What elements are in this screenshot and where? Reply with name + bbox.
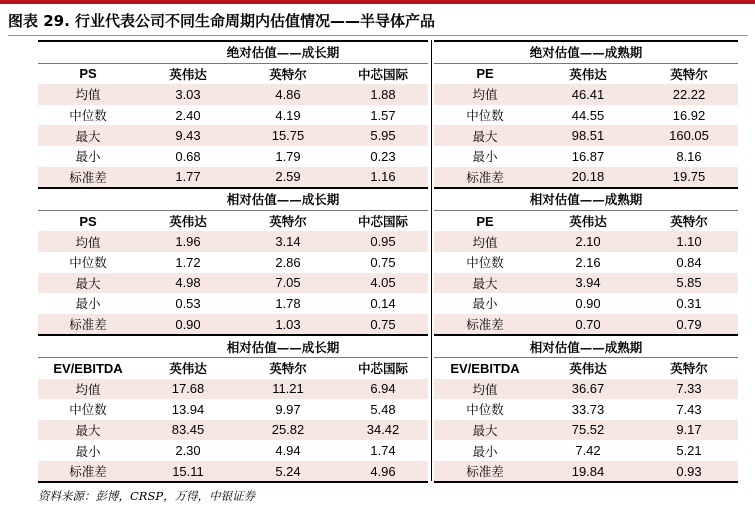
table-row [434, 125, 738, 146]
metric-label: EV/EBITDA [450, 360, 520, 376]
stat-label: 标准差 [38, 461, 138, 483]
company-header: 英特尔 [670, 66, 708, 82]
company-header: 英伟达 [569, 361, 607, 377]
stat-value: 1.57 [370, 107, 396, 123]
company-header: 英伟达 [169, 214, 207, 230]
company-header: 中芯国际 [358, 361, 409, 377]
stat-value: 15.75 [238, 125, 338, 146]
stat-label: 最小 [75, 149, 101, 165]
section-header-row [434, 41, 738, 63]
stat-value: 5.24 [238, 461, 338, 483]
stat-value: 7.42 [575, 443, 601, 459]
stat-value: 5.95 [338, 125, 428, 146]
table-row [434, 105, 738, 126]
table-row [38, 84, 428, 105]
column-header-row [38, 63, 428, 84]
table-row [434, 273, 738, 294]
column-header-row [434, 210, 738, 231]
stat-value: 1.77 [138, 167, 238, 189]
table-row [434, 252, 738, 273]
stat-value: 0.90 [138, 314, 238, 336]
table-row [38, 105, 428, 126]
company-header: 英特尔 [269, 66, 307, 82]
stat-value: 19.75 [640, 167, 738, 189]
section-spacer [38, 41, 138, 63]
stat-value: 1.16 [338, 167, 428, 189]
stat-value: 4.86 [238, 84, 338, 105]
stat-value: 7.05 [238, 273, 338, 294]
stat-label: 最小 [75, 443, 101, 459]
title-divider [8, 35, 748, 36]
stat-value: 160.05 [640, 125, 738, 146]
table-row [38, 125, 428, 146]
stat-value: 2.10 [536, 231, 640, 252]
mature-stage-table [434, 40, 738, 483]
stat-label: 最大 [38, 125, 138, 146]
section-spacer [38, 335, 138, 357]
section-title: 绝对估值——成熟期 [434, 41, 738, 63]
stat-value: 36.67 [536, 379, 640, 400]
column-divider [431, 40, 432, 481]
stat-value: 2.40 [175, 107, 201, 123]
stat-label: 中位数 [466, 402, 504, 418]
company-header: 英伟达 [569, 214, 607, 230]
section-header-row [38, 41, 428, 63]
stat-value: 16.87 [571, 148, 605, 164]
stat-value: 46.41 [536, 84, 640, 105]
stat-value: 0.68 [175, 148, 201, 164]
metric-label: PE [476, 213, 494, 229]
company-header: 英特尔 [670, 361, 708, 377]
column-header-row [434, 357, 738, 378]
stat-value: 1.88 [338, 84, 428, 105]
stat-value: 44.55 [571, 107, 605, 123]
stat-value: 9.17 [640, 420, 738, 441]
stat-value: 0.14 [370, 295, 396, 311]
figure-title: 图表 29. 行业代表公司不同生命周期内估值情况——半导体产品 [8, 12, 436, 30]
stat-value: 9.43 [138, 125, 238, 146]
stat-value: 1.10 [640, 231, 738, 252]
table-row [434, 314, 738, 336]
section-header-row [434, 188, 738, 210]
stat-label: 最大 [38, 273, 138, 294]
stat-value: 3.94 [536, 273, 640, 294]
stat-value: 7.43 [676, 401, 702, 417]
stat-value: 25.82 [238, 420, 338, 441]
section-title: 相对估值——成熟期 [434, 335, 738, 357]
stat-value: 4.05 [338, 273, 428, 294]
stat-value: 4.94 [275, 443, 301, 459]
stat-label: 均值 [38, 84, 138, 105]
section-title: 相对估值——成长期 [138, 188, 428, 210]
section-header-row [434, 335, 738, 357]
company-header: 英特尔 [269, 214, 307, 230]
company-header: 英伟达 [169, 361, 207, 377]
table-row [38, 252, 428, 273]
stat-value: 1.79 [275, 148, 301, 164]
table-row [38, 314, 428, 336]
stat-label: 最小 [472, 443, 498, 459]
stat-label: 标准差 [434, 314, 536, 336]
stat-label: 中位数 [466, 108, 504, 124]
stat-value: 33.73 [571, 401, 605, 417]
table-row [434, 167, 738, 189]
stat-value: 0.53 [175, 295, 201, 311]
stat-value: 0.75 [338, 314, 428, 336]
stat-label: 最大 [434, 420, 536, 441]
table-row [434, 84, 738, 105]
metric-label: EV/EBITDA [53, 360, 123, 376]
stat-value: 0.90 [575, 295, 601, 311]
stat-label: 均值 [38, 231, 138, 252]
section-title: 相对估值——成熟期 [434, 188, 738, 210]
table-row [38, 420, 428, 441]
stat-label: 标准差 [38, 167, 138, 189]
stat-label: 最大 [38, 420, 138, 441]
stat-value: 98.51 [536, 125, 640, 146]
stat-label: 均值 [434, 379, 536, 400]
company-header: 英伟达 [569, 66, 607, 82]
company-header: 中芯国际 [358, 66, 409, 82]
top-accent-bar [0, 0, 755, 4]
stat-value: 1.78 [275, 295, 301, 311]
stat-value: 2.59 [238, 167, 338, 189]
stat-value: 0.75 [370, 254, 396, 270]
stat-value: 4.19 [275, 107, 301, 123]
stat-label: 均值 [434, 231, 536, 252]
stat-value: 15.11 [138, 461, 238, 483]
table-row [434, 399, 738, 420]
stat-value: 2.16 [575, 254, 601, 270]
stat-value: 16.92 [672, 107, 706, 123]
stat-value: 0.31 [676, 295, 702, 311]
company-header: 中芯国际 [358, 214, 409, 230]
table-row [38, 167, 428, 189]
stat-value: 17.68 [138, 379, 238, 400]
section-header-row [38, 188, 428, 210]
table-row [434, 440, 738, 461]
stat-value: 0.84 [676, 254, 702, 270]
stat-value: 3.03 [138, 84, 238, 105]
column-header-row [38, 210, 428, 231]
stat-value: 1.03 [238, 314, 338, 336]
stat-value: 11.21 [238, 379, 338, 400]
table-row [38, 146, 428, 167]
stat-value: 2.86 [275, 254, 301, 270]
table-row [38, 273, 428, 294]
table-row [434, 146, 738, 167]
stat-value: 0.95 [338, 231, 428, 252]
stat-value: 0.93 [640, 461, 738, 483]
column-header-row [38, 357, 428, 378]
stat-value: 0.23 [370, 148, 396, 164]
table-row [434, 293, 738, 314]
table-row [38, 461, 428, 483]
column-header-row [434, 63, 738, 84]
stat-value: 1.74 [370, 443, 396, 459]
metric-label: PE [476, 66, 494, 82]
metric-label: PS [79, 213, 97, 229]
stat-value: 6.94 [338, 379, 428, 400]
table-row [434, 379, 738, 400]
stat-label: 标准差 [434, 461, 536, 483]
stat-label: 标准差 [38, 314, 138, 336]
stat-label: 中位数 [69, 108, 107, 124]
stat-value: 8.16 [676, 148, 702, 164]
stat-value: 7.33 [640, 379, 738, 400]
table-row [38, 293, 428, 314]
stat-value: 13.94 [171, 401, 205, 417]
stat-value: 34.42 [338, 420, 428, 441]
table-row [38, 399, 428, 420]
stat-value: 1.72 [175, 254, 201, 270]
table-row [38, 379, 428, 400]
table-row [38, 231, 428, 252]
stat-label: 最小 [472, 296, 498, 312]
section-spacer [38, 188, 138, 210]
stat-label: 中位数 [69, 255, 107, 271]
stat-value: 5.48 [370, 401, 396, 417]
table-row [38, 440, 428, 461]
stat-value: 4.96 [338, 461, 428, 483]
stat-value: 5.85 [640, 273, 738, 294]
company-header: 英特尔 [269, 361, 307, 377]
stat-label: 标准差 [434, 167, 536, 189]
stat-label: 最小 [472, 149, 498, 165]
stat-label: 最大 [434, 125, 536, 146]
growth-stage-table [38, 40, 428, 483]
stat-label: 最大 [434, 273, 536, 294]
stat-value: 22.22 [640, 84, 738, 105]
section-title: 相对估值——成长期 [138, 335, 428, 357]
table-row [434, 231, 738, 252]
stat-value: 0.79 [640, 314, 738, 336]
stat-value: 0.70 [536, 314, 640, 336]
stat-label: 中位数 [69, 402, 107, 418]
table-row [434, 420, 738, 441]
stat-label: 均值 [38, 379, 138, 400]
stat-value: 83.45 [138, 420, 238, 441]
stat-value: 2.30 [175, 443, 201, 459]
stat-value: 5.21 [676, 443, 702, 459]
table-row [434, 461, 738, 483]
stat-value: 9.97 [275, 401, 301, 417]
section-title: 绝对估值——成长期 [138, 41, 428, 63]
company-header: 英特尔 [670, 214, 708, 230]
stat-value: 75.52 [536, 420, 640, 441]
company-header: 英伟达 [169, 66, 207, 82]
metric-label: PS [79, 66, 97, 82]
stat-value: 19.84 [536, 461, 640, 483]
stat-label: 中位数 [466, 255, 504, 271]
section-header-row [38, 335, 428, 357]
stat-value: 3.14 [238, 231, 338, 252]
stat-value: 4.98 [138, 273, 238, 294]
stat-value: 1.96 [138, 231, 238, 252]
stat-label: 均值 [434, 84, 536, 105]
stat-label: 最小 [75, 296, 101, 312]
stat-value: 20.18 [536, 167, 640, 189]
source-note: 资料来源：彭博，CRSP，万得，中银证券 [38, 489, 256, 503]
